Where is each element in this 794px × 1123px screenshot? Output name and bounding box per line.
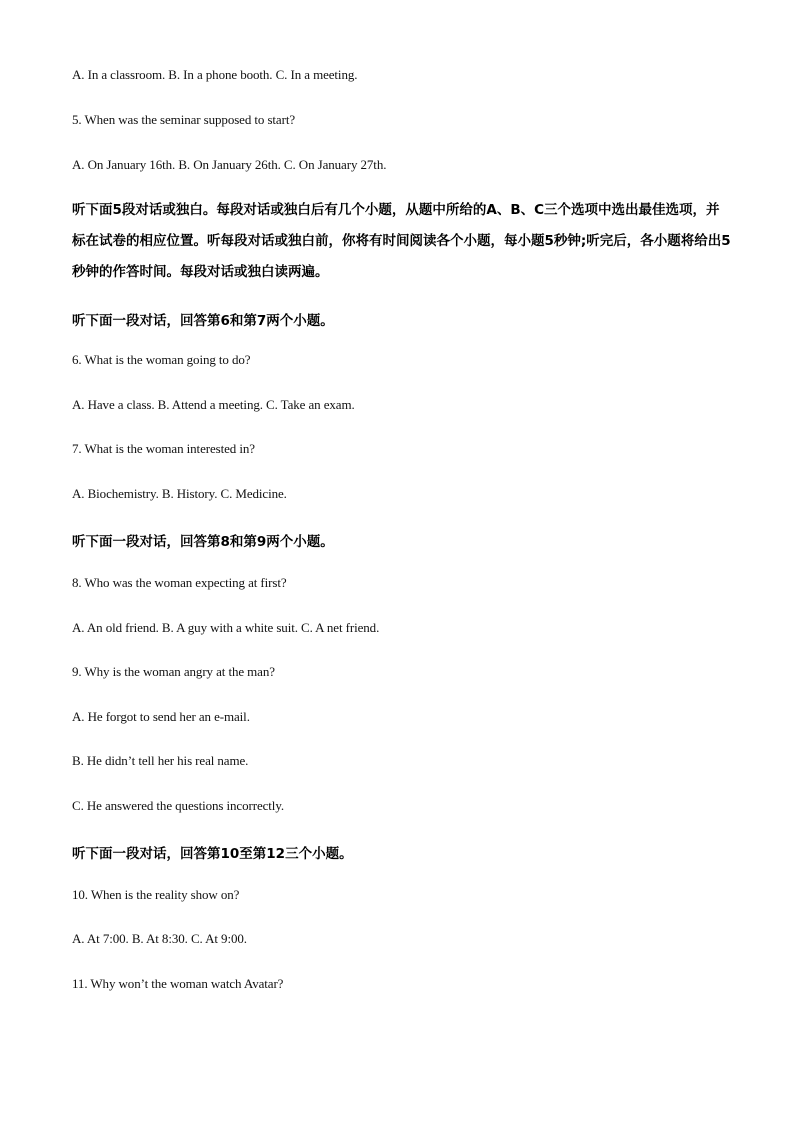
q8-options: A. An old friend. B. A guy with a white suit. C. A net friend. <box>72 620 380 635</box>
section-heading-10-12: 听下面一段对话，回答第10至第12三个小题。 <box>72 846 353 862</box>
section-instructions: 听下面5段对话或独白。每段对话或独白后有几个小题，从题中所给的A、B、C三个选项中选出最佳选项，并标在试卷的相应位置。听每段对话或独白前，你将有时间阅读各个小题，每小题5秒钟;听完后，各小题将给出5秒钟的作答时间。每段对话或独白读两遍。 <box>72 202 731 280</box>
q9-option-b: B. He didn’t tell her his real name. <box>72 753 249 768</box>
question-7: 7. What is the woman interested in? <box>72 441 255 456</box>
q4-options: A. In a classroom. B. In a phone booth. C. In a meeting. <box>72 67 358 82</box>
q9-option-c: C. He answered the questions incorrectly. <box>72 798 285 813</box>
q9-option-a: A. He forgot to send her an e-mail. <box>72 709 250 724</box>
section-heading-8-9: 听下面一段对话，回答第8和第9两个小题。 <box>72 534 334 550</box>
q5-options: A. On January 16th. B. On January 26th. C. On January 27th. <box>72 157 387 172</box>
question-5: 5. When was the seminar supposed to start? <box>72 112 296 127</box>
question-10: 10. When is the reality show on? <box>72 887 240 902</box>
question-11: 11. Why won’t the woman watch Avatar? <box>72 976 284 991</box>
section-heading-6-7: 听下面一段对话，回答第6和第7两个小题。 <box>72 313 334 329</box>
question-6: 6. What is the woman going to do? <box>72 352 251 367</box>
question-8: 8. Who was the woman expecting at first? <box>72 575 287 590</box>
question-9: 9. Why is the woman angry at the man? <box>72 664 275 679</box>
q6-options: A. Have a class. B. Attend a meeting. C. Take an exam. <box>72 397 355 412</box>
q10-options: A. At 7:00. B. At 8:30. C. At 9:00. <box>72 931 247 946</box>
q7-options: A. Biochemistry. B. History. C. Medicine. <box>72 486 287 501</box>
